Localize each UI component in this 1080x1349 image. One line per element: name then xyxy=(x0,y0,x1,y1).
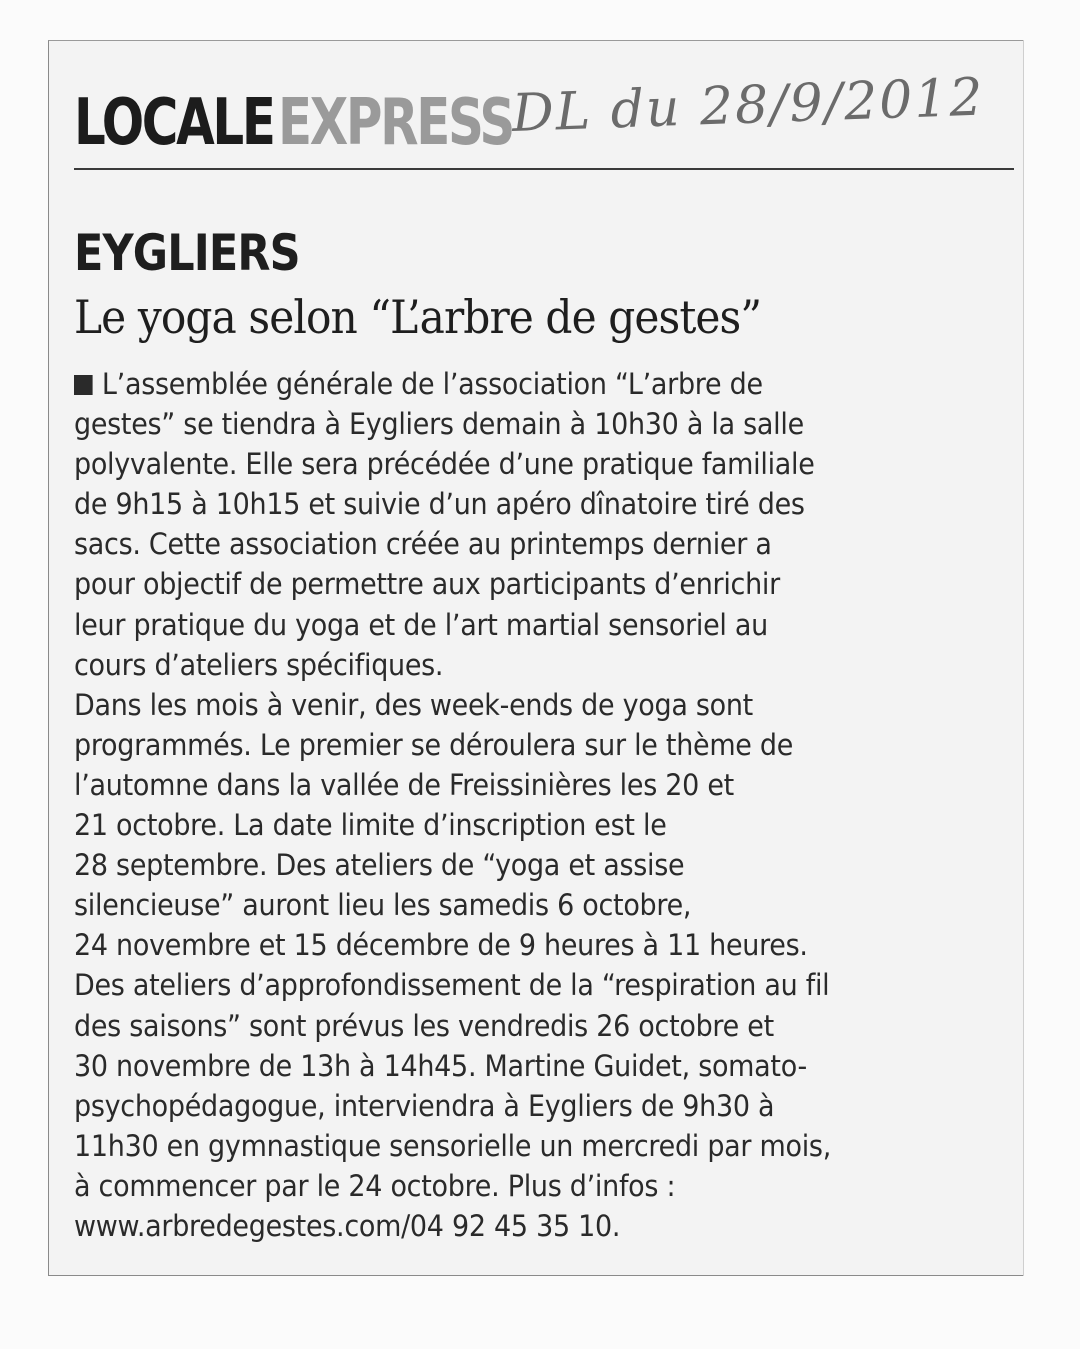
clipping-right-edge xyxy=(1023,40,1024,1276)
article-line: Des ateliers d’approfondissement de la “respiration au fil xyxy=(74,968,830,1003)
article-line: 21 octobre. La date limite d’inscription est le xyxy=(74,808,667,843)
section-label-express: EXPRESS xyxy=(278,86,513,160)
article-line: l’automne dans la vallée de Freissinières les 20 et xyxy=(74,767,734,802)
article-line: Dans les mois à venir, des week-ends de yoga sont xyxy=(74,687,753,722)
article-line: pour objectif de permettre aux participants d’enrichir xyxy=(74,567,780,602)
article-line: 30 novembre de 13h à 14h45. Martine Guidet, somato- xyxy=(74,1048,807,1083)
article-body xyxy=(74,364,1019,1246)
article-line: de 9h15 à 10h15 et suivie d’un apéro dînatoire tiré des xyxy=(74,487,805,522)
section-label-locale: LOCALE xyxy=(74,86,274,160)
section-header xyxy=(74,86,513,166)
article-line: polyvalente. Elle sera précédée d’une pratique familiale xyxy=(74,447,815,482)
handwritten-date-note: DL du 28/9/2012 xyxy=(510,67,986,144)
article-line: 11h30 en gymnastique sensorielle un mercredi par mois, xyxy=(74,1128,832,1163)
article-line: des saisons” sont prévus les vendredis 26 octobre et xyxy=(74,1008,774,1043)
paragraph-bullet-icon xyxy=(74,375,93,395)
article-line: gestes” se tiendra à Eygliers demain à 10h30 à la salle xyxy=(74,407,804,442)
article-line: 28 septembre. Des ateliers de “yoga et assise xyxy=(74,848,685,883)
article-line: cours d’ateliers spécifiques. xyxy=(74,647,444,682)
article-line: www.arbredegestes.com/04 92 45 35 10. xyxy=(74,1208,621,1243)
article-line: programmés. Le premier se déroulera sur le thème de xyxy=(74,727,794,762)
article-headline: Le yoga selon “L’arbre de gestes” xyxy=(74,290,762,344)
article-line: sacs. Cette association créée au printemps dernier a xyxy=(74,527,772,562)
article-line: 24 novembre et 15 décembre de 9 heures à 11 heures. xyxy=(74,928,808,963)
article-line: silencieuse” auront lieu les samedis 6 octobre, xyxy=(74,888,692,923)
article-line: leur pratique du yoga et de l’art martial sensoriel au xyxy=(74,607,768,642)
article-town: EYGLIERS xyxy=(74,224,300,282)
header-divider xyxy=(74,168,1014,170)
article-line: psychopédagogue, interviendra à Eygliers de 9h30 à xyxy=(74,1088,775,1123)
article-line xyxy=(74,364,953,404)
article-line-text: L’assemblée générale de l’association “L’arbre de xyxy=(101,367,763,401)
article-line: à commencer par le 24 octobre. Plus d’infos : xyxy=(74,1168,676,1203)
